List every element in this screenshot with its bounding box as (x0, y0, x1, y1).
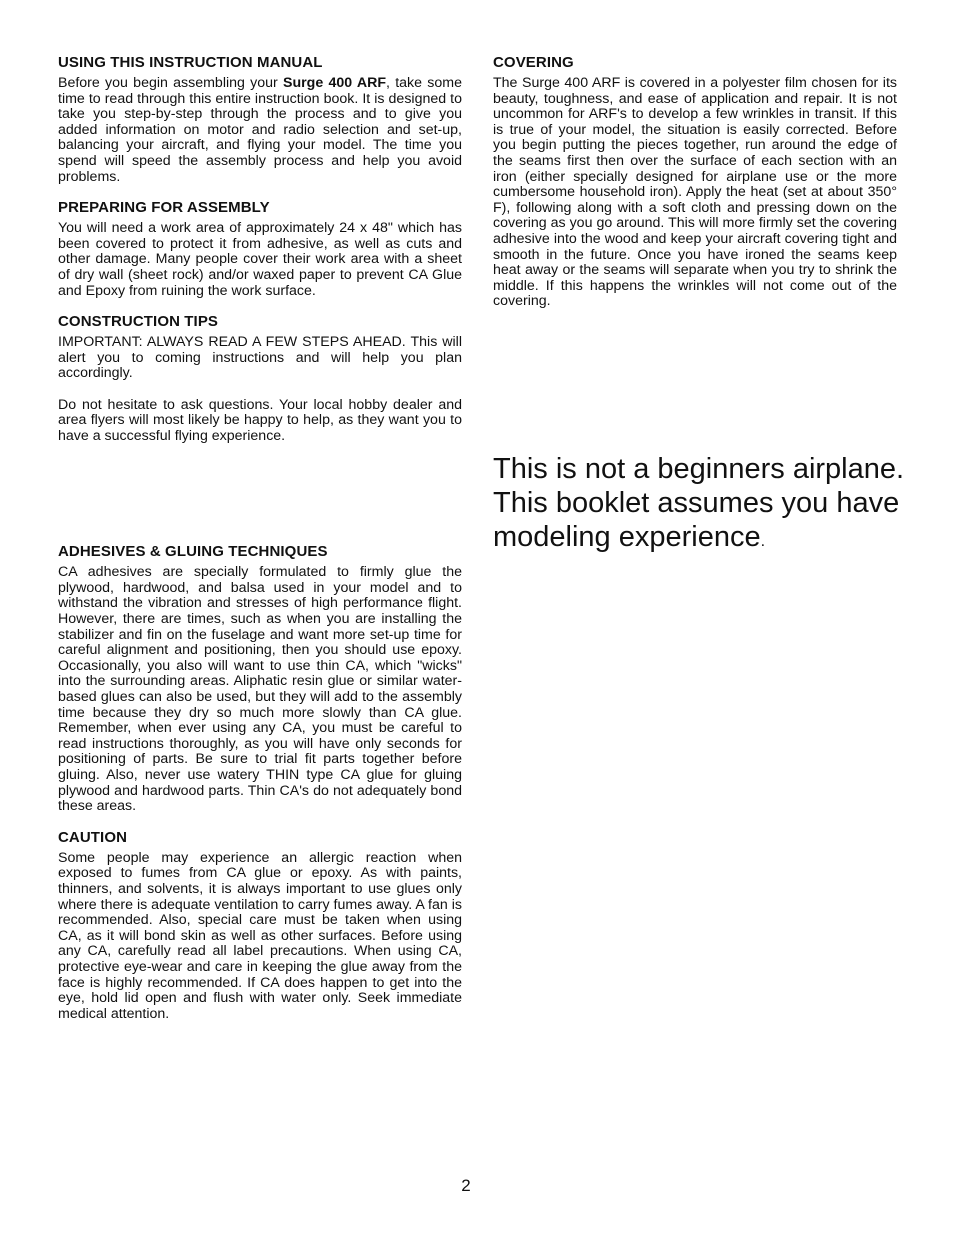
section-caution (58, 829, 462, 1023)
section-body: The Surge 400 ARF is covered in a polyester film chosen for its beauty, toughness, and ease of application and repair. It is not uncommon for ARF's to develop a few wrinkles in transit. If this is true of your model, the situation is easily corrected. Before you begin putting the pieces together, run around the edge of the seams first then over the surface of each section with an iron (either specially designed for airplane use or the more cumbersome household iron). Apply the heat (set at about 350° F), following along with a soft cloth and pressing down on the covering as you go around. This will more firmly set the covering adhesive into the wood and keep your aircraft covering tight and smooth in the future. Once you have ironed the seams keep heat away or the seams will separate when you try to shrink the middle. If this happens the wrinkles will not come out of the covering. (493, 75, 897, 310)
section-using-manual (58, 54, 462, 185)
experience-warning (493, 452, 933, 559)
section-body: Do not hesitate to ask questions. Your local hobby dealer and area flyers will most likely be happy to help, as they want you to have a successful flying experience. (58, 396, 462, 444)
body-text: , take some time to read through this entire instruction book. It is designed to take you step-by-step through the process and to give you added information on motor and radio selection and set-up, balancing your aircraft, and flying your model. The time you spend will speed the assembly process and help you avoid problems. (58, 75, 462, 185)
right-column (493, 54, 897, 310)
section-heading: USING THIS INSTRUCTION MANUAL (58, 54, 323, 71)
section-body: CA adhesives are specially formulated to firmly glue the plywood, hardwood, and balsa used in your model and to withstand the vibration and stresses of high performance flight. However, there are times, such as when you are installing the stabilizer and fin on the fuselage and want more set-up time for careful alignment and positioning, then you should use epoxy. Occasionally, you also will want to use thin CA, which "wicks" into the surrounding areas. Aliphatic resin glue or similar water-based glues can also be used, but they will add to the assembly time because they dry so much more slowly than CA glue. Remember, when ever using any CA, you must be careful to read instructions thoroughly, as you will have only seconds for positioning of parts. Be sure to trial fit parts together before gluing. Also, never use watery THIN type CA glue for gluing plywood and hardwood parts. Thin CA's do not adequately bond these areas. (58, 564, 462, 815)
section-heading: CAUTION (58, 828, 128, 846)
section-heading: COVERING (493, 54, 574, 71)
section-body (58, 76, 462, 185)
page-number: 2 (461, 1176, 471, 1195)
left-column (58, 54, 462, 1022)
section-construction-tips (58, 313, 462, 444)
section-heading: PREPARING FOR ASSEMBLY (58, 199, 270, 217)
model-name: Surge 400 ARF (283, 75, 387, 91)
section-body: You will need a work area of approximately 24 x 48" which has been covered to protect it from adhesive, as well as cuts and other damage. Many people cover their work area with a sheet of dry wall (sheet rock) and/or waxed paper to prevent CA Glue and Epoxy from ruining the work surface. (58, 220, 462, 299)
warning-period: . (760, 533, 766, 550)
warning-text: This is not a beginners airplane. This booklet assumes you have modeling experience (493, 453, 905, 553)
section-heading: CONSTRUCTION TIPS (58, 313, 219, 331)
body-text: Before you begin assembling your (58, 75, 284, 91)
section-body: IMPORTANT: ALWAYS READ A FEW STEPS AHEAD. This will alert you to coming instructions and will help you plan accordingly. (58, 334, 462, 382)
section-covering (493, 54, 897, 310)
section-preparing (58, 199, 462, 299)
section-heading: ADHESIVES & GLUING TECHNIQUES (58, 543, 328, 561)
section-adhesives (58, 543, 462, 815)
section-body: Some people may experience an allergic reaction when exposed to fumes from CA glue or epoxy. As with paints, thinners, and solvents, it is always important to use glues only where there is adequate ventilation to carry fumes away. A fan is recommended. Also, special care must be taken when using CA, as it will bond skin as well as other surfaces. Before using any CA, carefully read all label precautions. When using CA, protective eye-wear and care in keeping the glue away from the face is highly recommended. If CA does happen to get into the eye, hold lid open and flush with water only. Seek immediate medical attention. (58, 849, 462, 1022)
